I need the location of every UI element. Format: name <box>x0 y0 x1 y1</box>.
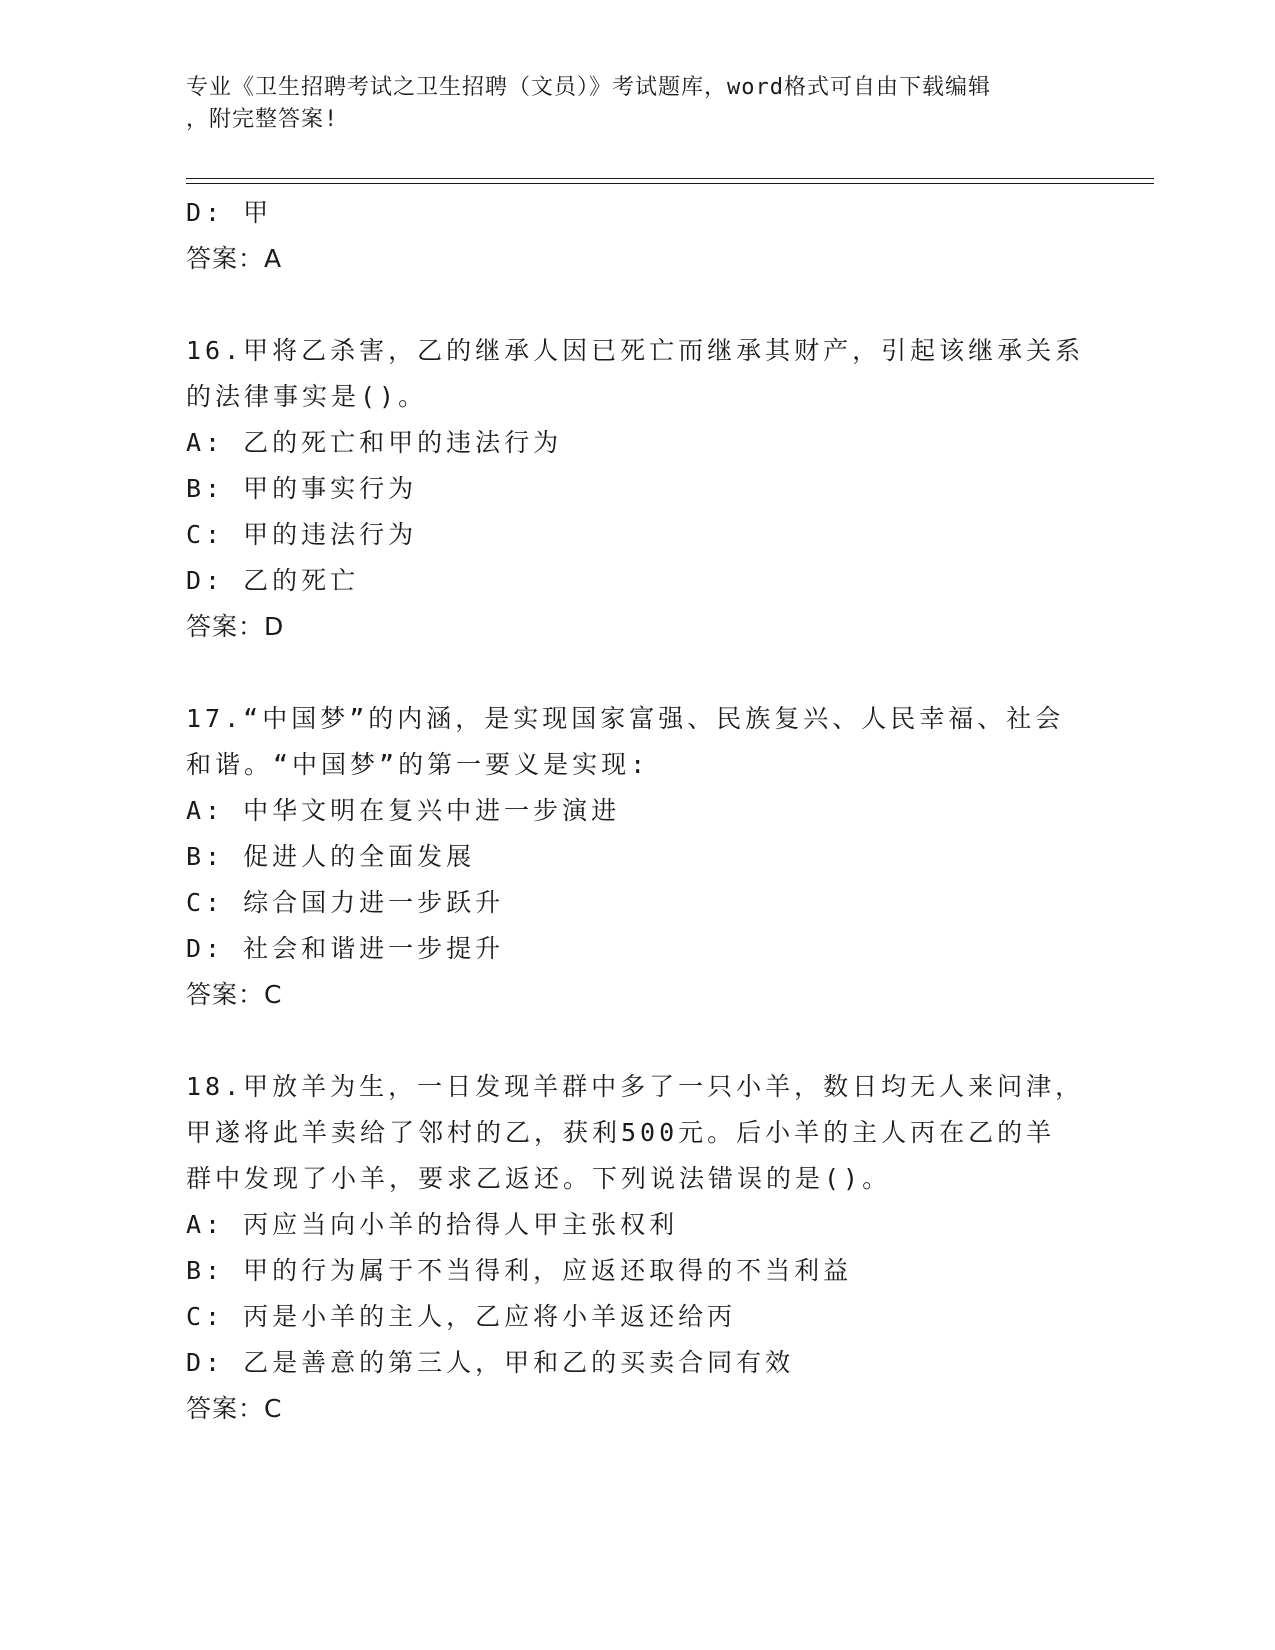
question-stem-line: 16.甲将乙杀害，乙的继承人因已死亡而继承其财产，引起该继承关系 <box>186 336 1085 365</box>
prev-answer: 答案：A <box>186 244 283 273</box>
option-d: D: 社会和谐进一步提升 <box>186 934 505 963</box>
option-b: B: 甲的事实行为 <box>186 474 418 503</box>
question-stem-line: 18.甲放羊为生，一日发现羊群中多了一只小羊，数日均无人来问津， <box>186 1072 1085 1101</box>
option-c: C: 综合国力进一步跃升 <box>186 888 505 917</box>
option-a: A: 中华文明在复兴中进一步演进 <box>186 796 621 825</box>
option-c: C: 丙是小羊的主人，乙应将小羊返还给丙 <box>186 1302 737 1331</box>
header-line-2: ，附完整答案! <box>186 107 339 132</box>
answer: 答案：C <box>186 980 283 1009</box>
question-stem-line: 和谐。“中国梦”的第一要义是实现: <box>186 750 650 779</box>
option-b: B: 促进人的全面发展 <box>186 842 476 871</box>
option-a: A: 丙应当向小羊的拾得人甲主张权利 <box>186 1210 679 1239</box>
question-17 <box>186 696 1086 1018</box>
answer: 答案：C <box>186 1394 283 1423</box>
document-body <box>186 190 1086 1432</box>
prev-option-d: D: 甲 <box>186 198 273 227</box>
question-stem-line: 群中发现了小羊，要求乙返还。下列说法错误的是()。 <box>186 1164 892 1193</box>
question-gap <box>186 282 1086 328</box>
question-16 <box>186 328 1086 650</box>
question-stem-line: 的法律事实是()。 <box>186 382 428 411</box>
question-gap <box>186 650 1086 696</box>
header-line-1: 专业《卫生招聘考试之卫生招聘（文员）》考试题库，word格式可自由下载编辑 <box>186 75 991 100</box>
answer: 答案：D <box>186 612 285 641</box>
option-d: D: 乙的死亡 <box>186 566 360 595</box>
header-rule-bottom <box>186 183 1154 184</box>
option-c: C: 甲的违法行为 <box>186 520 418 549</box>
header-rule-top <box>186 178 1154 179</box>
question-stem-line: 甲遂将此羊卖给了邻村的乙，获利500元。后小羊的主人丙在乙的羊 <box>186 1118 1056 1147</box>
question-stem-line: 17.“中国梦”的内涵，是实现国家富强、民族复兴、人民幸福、社会 <box>186 704 1065 733</box>
option-b: B: 甲的行为属于不当得利，应返还取得的不当利益 <box>186 1256 853 1285</box>
document-header <box>186 72 1086 136</box>
question-gap <box>186 1018 1086 1064</box>
option-a: A: 乙的死亡和甲的违法行为 <box>186 428 563 457</box>
option-d: D: 乙是善意的第三人，甲和乙的买卖合同有效 <box>186 1348 795 1377</box>
question-18 <box>186 1064 1086 1432</box>
